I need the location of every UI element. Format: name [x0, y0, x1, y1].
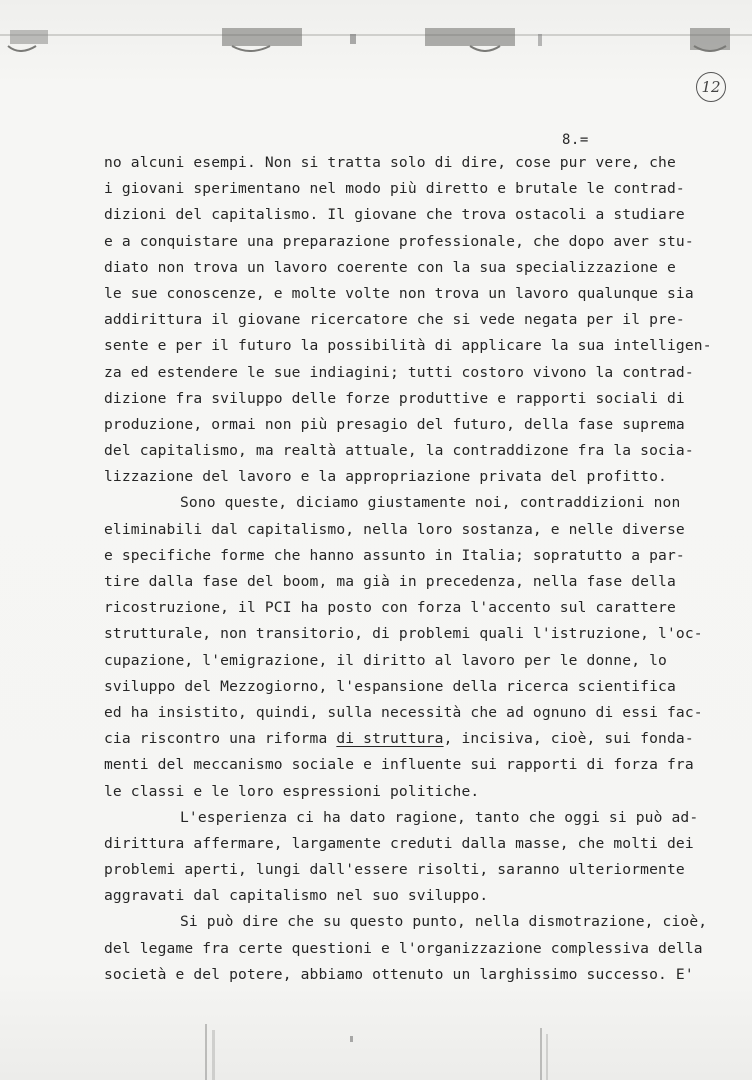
text-line: L'esperienza ci ha dato ragione, tanto che oggi si può ad- — [180, 808, 699, 826]
scan-edge-artifacts — [0, 1010, 752, 1080]
text-line — [104, 726, 704, 752]
text-line: i giovani sperimentano nel modo più diretto e brutale le contrad- — [104, 180, 685, 198]
text-line: diato non trova un lavoro coerente con la sua specializzazione e — [104, 258, 676, 276]
binder-clip-artifacts — [0, 28, 752, 52]
underlined-phrase: di struttura — [336, 730, 444, 748]
text-line: no alcuni esempi. Non si tratta solo di dire, cose pur vere, che — [104, 154, 676, 171]
text-line: menti del meccanismo sociale e influente sui rapporti di forza fra — [104, 756, 694, 774]
text-line: del capitalismo, ma realtà attuale, la contraddizone fra la socia- — [104, 442, 694, 460]
text-line: ed ha insistito, quindi, sulla necessità che ad ognuno di essi fac- — [104, 703, 703, 721]
text-line: e a conquistare una preparazione professionale, che dopo aver stu- — [104, 232, 694, 250]
text-line: za ed estendere le sue indiagini; tutti costoro vivono la contrad- — [104, 363, 694, 381]
text-line: Sono queste, diciamo giustamente noi, contraddizioni non — [180, 494, 681, 512]
text-line: problemi aperti, lungi dall'essere risolti, saranno ulteriormente — [104, 861, 685, 879]
text-line: e specifiche forme che hanno assunto in Italia; sopratutto a par- — [104, 546, 685, 564]
text-line: eliminabili dal capitalismo, nella loro sostanza, e nelle diverse — [104, 520, 685, 538]
text-line: cupazione, l'emigrazione, il diritto al lavoro per le donne, lo — [104, 651, 667, 669]
text-line: sviluppo del Mezzogiorno, l'espansione della ricerca scientifica — [104, 677, 676, 695]
folio-circle-mark — [696, 72, 726, 102]
paragraph — [104, 150, 712, 490]
text-line: le sue conoscenze, e molte volte non trova un lavoro qualunque sia — [104, 284, 694, 302]
text-line: strutturale, non transitorio, di problemi quali l'istruzione, l'oc- — [104, 625, 703, 643]
text-line: Si può dire che su questo punto, nella dismotrazione, cioè, — [180, 913, 708, 931]
text-line: aggravati dal capitalismo nel suo sviluppo. — [104, 887, 489, 905]
text-line: le classi e le loro espressioni politiche. — [104, 782, 480, 800]
text-line: dizione fra sviluppo delle forze produttive e rapporti sociali di — [104, 389, 685, 407]
text-line: addirittura il giovane ricercatore che si vede negata per il pre- — [104, 311, 685, 329]
text-line: ricostruzione, il PCI ha posto con forza l'accento sul carattere — [104, 599, 676, 617]
page-number: 8.= — [562, 132, 589, 148]
text-line: tire dalla fase del boom, ma già in precedenza, nella fase della — [104, 573, 676, 590]
text-line: del legame fra certe questioni e l'organizzazione complessiva della — [104, 939, 703, 957]
text-segment: cia riscontro una riforma — [104, 730, 337, 748]
folio-number: 12 — [701, 78, 721, 96]
paragraph — [104, 909, 708, 988]
text-line: lizzazione del lavoro e la appropriazione privata del profitto. — [104, 468, 667, 486]
paragraph — [104, 805, 704, 910]
text-line: società e del potere, abbiamo ottenuto un larghissimo successo. E' — [104, 965, 694, 983]
body-text — [104, 150, 712, 988]
paragraph — [104, 490, 704, 804]
text-line: produzione, ormai non più presagio del futuro, della fase suprema — [104, 415, 685, 433]
text-line: sente e per il futuro la possibilità di applicare la sua intelligen- — [104, 337, 712, 355]
text-line: dizioni del capitalismo. Il giovane che trova ostacoli a studiare — [104, 206, 685, 224]
text-segment: , incisiva, cioè, sui fonda- — [443, 730, 694, 748]
text-line: dirittura affermare, largamente creduti dalla masse, che molti dei — [104, 834, 694, 852]
